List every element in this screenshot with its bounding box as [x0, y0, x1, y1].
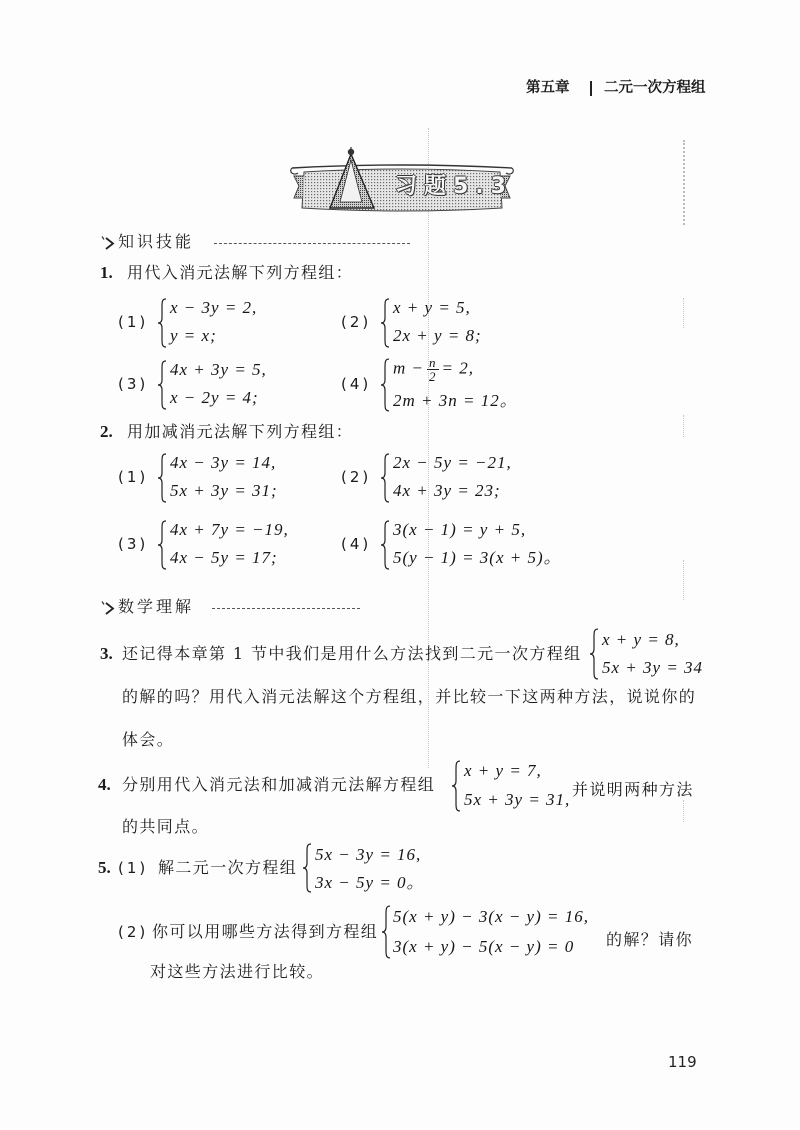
- brace-icon: [380, 453, 390, 503]
- question-text: 的共同点。: [122, 817, 210, 836]
- fraction-denominator: 2: [429, 369, 437, 384]
- equation-line: 3x − 5y = 0。: [315, 873, 425, 892]
- equation-system: [341, 355, 601, 418]
- section-divider: [214, 243, 410, 244]
- question-text: 你可以用哪些方法得到方程组: [152, 922, 379, 941]
- brace-icon: [157, 360, 167, 410]
- section-title: 数学理解: [118, 597, 195, 616]
- brace-icon: [451, 760, 461, 812]
- equation-line: 5(x + y) − 3(x − y) = 16,: [393, 907, 589, 926]
- equation-system: [341, 453, 601, 513]
- equation-line: 3(x + y) − 5(x − y) = 0: [393, 937, 575, 956]
- equation-line: 4x + 3y = 23;: [393, 481, 501, 500]
- equation-line: 5x + 3y = 34: [602, 658, 704, 677]
- part-label: (1): [118, 859, 149, 877]
- chapter-title: 二元一次方程组: [604, 80, 706, 96]
- part-label: (2): [341, 468, 372, 486]
- fraction: [427, 356, 439, 383]
- brace-icon: [157, 453, 167, 503]
- question-text: 对这些方法进行比较。: [150, 962, 325, 981]
- equation-line: 4x − 3y = 14,: [170, 453, 277, 472]
- equation-line: x − 2y = 4;: [170, 388, 259, 407]
- brace-icon: [589, 628, 599, 680]
- equation-part: = 2,: [441, 358, 474, 378]
- part-label: (3): [118, 535, 149, 553]
- equation-line: 2x − 5y = −21,: [393, 453, 512, 472]
- question-prompt: 用加减消元法解下列方程组：: [127, 422, 354, 441]
- equation-line: 5x + 3y = 31;: [170, 481, 278, 500]
- equation-line: 2m + 3n = 12。: [393, 391, 518, 410]
- page-number: 119: [668, 1053, 697, 1071]
- question-text: 解二元一次方程组: [158, 858, 298, 877]
- question-prompt: 用代入消元法解下列方程组：: [127, 263, 354, 282]
- scan-artifact: [683, 560, 684, 600]
- chapter-label: 第五章: [526, 80, 570, 96]
- section-divider: [212, 608, 360, 609]
- header-separator: [590, 81, 592, 96]
- equation-line: 5x + 3y = 31,: [464, 790, 571, 809]
- equation-line: x − 3y = 2,: [170, 298, 258, 317]
- equation-line: 5(y − 1) = 3(x + 5)。: [393, 548, 562, 567]
- question-number: 5.: [98, 858, 111, 877]
- equation-line: 4x − 5y = 17;: [170, 548, 278, 567]
- part-label: (1): [118, 468, 149, 486]
- equation-system: [118, 360, 378, 420]
- equation-system: [118, 298, 378, 358]
- question-text: 分别用代入消元法和加减消元法解方程组: [122, 775, 436, 794]
- question-text: 的解的吗？用代入消元法解这个方程组，并比较一下这两种方法，说说你的: [122, 687, 697, 706]
- equation-line: 4x + 7y = −19,: [170, 520, 289, 539]
- equation-line: 3(x − 1) = y + 5,: [393, 520, 527, 539]
- brace-icon: [380, 520, 390, 570]
- part-label: (3): [118, 375, 149, 393]
- equation-part: m −: [393, 358, 424, 378]
- scan-artifact: [683, 298, 684, 328]
- brace-icon: [381, 905, 391, 959]
- equation-line: [393, 356, 474, 383]
- equation-line: 5x − 3y = 16,: [315, 845, 422, 864]
- equation-line: x + y = 8,: [602, 630, 680, 649]
- part-label: (4): [341, 535, 372, 553]
- brace-icon: [302, 843, 312, 893]
- equation-line: x + y = 5,: [393, 298, 471, 317]
- fraction-numerator: n: [429, 355, 437, 370]
- brace-icon: [157, 520, 167, 570]
- chevron-right-icon: [101, 235, 115, 251]
- question-number: 1.: [100, 263, 113, 282]
- scan-artifact: [428, 128, 429, 768]
- banner-title: 习题5.3: [395, 174, 513, 199]
- equation-system: [341, 520, 601, 580]
- part-label: (1): [118, 313, 149, 331]
- equation-line: 4x + 3y = 5,: [170, 360, 267, 379]
- chevron-right-icon: [101, 600, 115, 616]
- question-text: 还记得本章第 1 节中我们是用什么方法找到二元一次方程组: [122, 644, 582, 663]
- section-title: 知识技能: [118, 232, 195, 251]
- scan-artifact: [683, 415, 684, 437]
- brace-icon: [380, 358, 390, 412]
- question-text: 的解？请你: [606, 930, 694, 949]
- brace-icon: [380, 298, 390, 348]
- equation-system: [118, 520, 378, 580]
- equation-line: y = x;: [170, 326, 217, 345]
- part-label: (2): [341, 313, 372, 331]
- question-text: 体会。: [122, 730, 175, 749]
- part-label: (2): [118, 923, 149, 941]
- question-number: 2.: [100, 422, 113, 441]
- scan-artifact: [683, 140, 685, 225]
- question-text: 并说明两种方法: [572, 780, 694, 799]
- question-number: 3.: [100, 644, 113, 663]
- part-label: (4): [341, 375, 372, 393]
- scan-artifact: [683, 800, 684, 822]
- brace-icon: [157, 298, 167, 348]
- question-number: 4.: [98, 775, 111, 794]
- equation-system: [118, 453, 378, 513]
- equation-line: 2x + y = 8;: [393, 326, 482, 345]
- equation-system: [341, 298, 601, 358]
- equation-line: x + y = 7,: [464, 761, 542, 780]
